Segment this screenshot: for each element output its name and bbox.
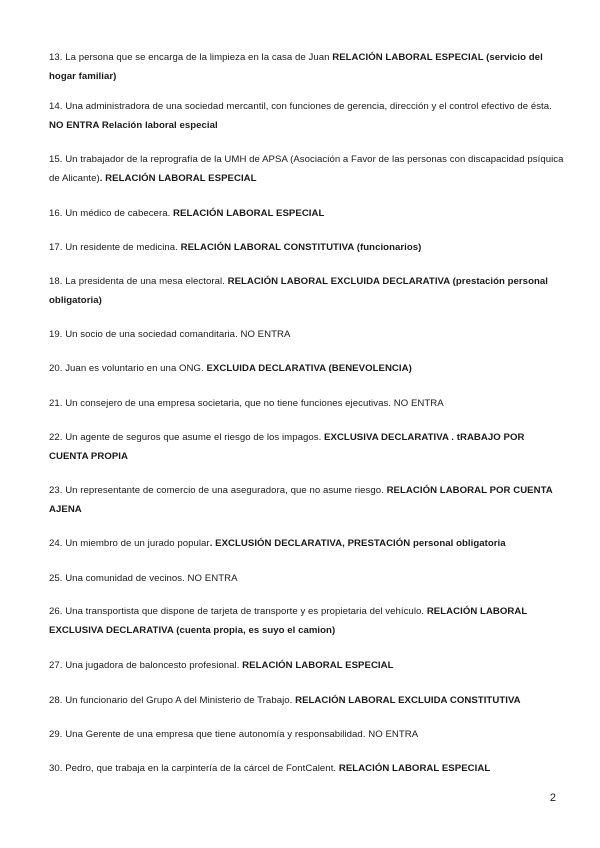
list-item bbox=[49, 150, 564, 188]
item-text: 27. Una jugadora de baloncesto profesional. bbox=[49, 660, 243, 671]
item-answer: . RELACIÓN LABORAL ESPECIAL bbox=[99, 173, 257, 184]
item-answer: RELACIÓN LABORAL POR CUENTA AJENA bbox=[49, 485, 553, 515]
item-text: 28. Un funcionario del Grupo A del Ministerio de Trabajo. bbox=[49, 695, 296, 706]
list-item bbox=[49, 394, 564, 413]
list-item bbox=[49, 359, 564, 378]
item-text: 13. La persona que se encarga de la limpieza en la casa de Juan bbox=[49, 52, 333, 63]
list-item bbox=[49, 204, 564, 223]
item-answer: RELACIÓN LABORAL ESPECIAL (servicio del hogar familiar) bbox=[49, 52, 543, 82]
page-number: 2 bbox=[549, 792, 556, 804]
item-text: 25. Una comunidad de vecinos. NO ENTRA bbox=[49, 573, 238, 584]
item-text: 21. Un consejero de una empresa societaria, que no tiene funciones ejecutivas. NO ENTRA bbox=[49, 398, 444, 409]
list-item bbox=[49, 272, 564, 310]
list-item bbox=[49, 691, 564, 710]
item-text: 30. Pedro, que trabaja en la carpintería de la cárcel de FontCalent. bbox=[49, 763, 339, 774]
list-item bbox=[49, 602, 564, 640]
item-text: 29. Una Gerente de una empresa que tiene autonomía y responsabilidad. NO ENTRA bbox=[49, 729, 419, 740]
item-text: 14. Una administradora de una sociedad mercantil, con funciones de gerencia, dirección y el control efectivo de ésta. bbox=[49, 101, 552, 112]
item-answer: RELACIÓN LABORAL EXCLUIDA CONSTITUTIVA bbox=[295, 695, 521, 706]
item-text: 15. Un trabajador de la reprografía de la UMH de APSA (Asociación a Favor de las personas con discapacidad psíquica de Alicante) bbox=[49, 154, 564, 184]
item-answer: RELACIÓN LABORAL ESPECIAL bbox=[338, 763, 491, 774]
list-item bbox=[49, 238, 564, 257]
item-text: 17. Un residente de medicina. bbox=[49, 242, 181, 253]
item-answer: . EXCLUSIÓN DECLARATIVA, PRESTACIÓN personal obligatoria bbox=[209, 538, 506, 549]
list-item bbox=[49, 97, 564, 135]
item-text: 26. Una transportista que dispone de tarjeta de transporte y es propietaria del vehículo. bbox=[49, 606, 427, 617]
list-item bbox=[49, 725, 564, 744]
item-answer: NO ENTRA Relación laboral especial bbox=[49, 120, 218, 131]
item-text: 16. Un médico de cabecera. bbox=[49, 208, 174, 219]
list-item bbox=[49, 656, 564, 675]
item-text: 23. Un representante de comercio de una aseguradora, que no asume riesgo. bbox=[49, 485, 387, 496]
item-text: 19. Un socio de una sociedad comanditaria. NO ENTRA bbox=[49, 329, 291, 340]
list-item bbox=[49, 481, 564, 519]
list-item bbox=[49, 534, 564, 553]
item-text: 20. Juan es voluntario en una ONG. bbox=[49, 363, 207, 374]
item-answer: RELACIÓN LABORAL EXCLUIDA DECLARATIVA (prestación personal obligatoria) bbox=[49, 276, 548, 306]
item-text: 18. La presidenta de una mesa electoral. bbox=[49, 276, 228, 287]
item-answer: RELACIÓN LABORAL ESPECIAL bbox=[173, 208, 325, 219]
list-item bbox=[49, 569, 564, 588]
item-answer: EXCLUSIVA DECLARATIVA . tRABAJO POR CUENTA PROPIA bbox=[49, 432, 525, 462]
item-answer: RELACIÓN LABORAL ESPECIAL bbox=[242, 660, 394, 671]
list-item bbox=[49, 759, 564, 778]
item-answer: EXCLUIDA DECLARATIVA (BENEVOLENCIA) bbox=[206, 363, 412, 374]
item-text: 24. Un miembro de un jurado popular bbox=[49, 538, 210, 549]
list-item bbox=[49, 48, 564, 86]
item-answer: RELACIÓN LABORAL CONSTITUTIVA (funcionarios) bbox=[180, 242, 422, 253]
list-item bbox=[49, 428, 564, 466]
item-text: 22. Un agente de seguros que asume el riesgo de los impagos. bbox=[49, 432, 325, 443]
list-item bbox=[49, 325, 564, 344]
item-answer: RELACIÓN LABORAL EXCLUSIVA DECLARATIVA (cuenta propia, es suyo el camion) bbox=[49, 606, 528, 636]
